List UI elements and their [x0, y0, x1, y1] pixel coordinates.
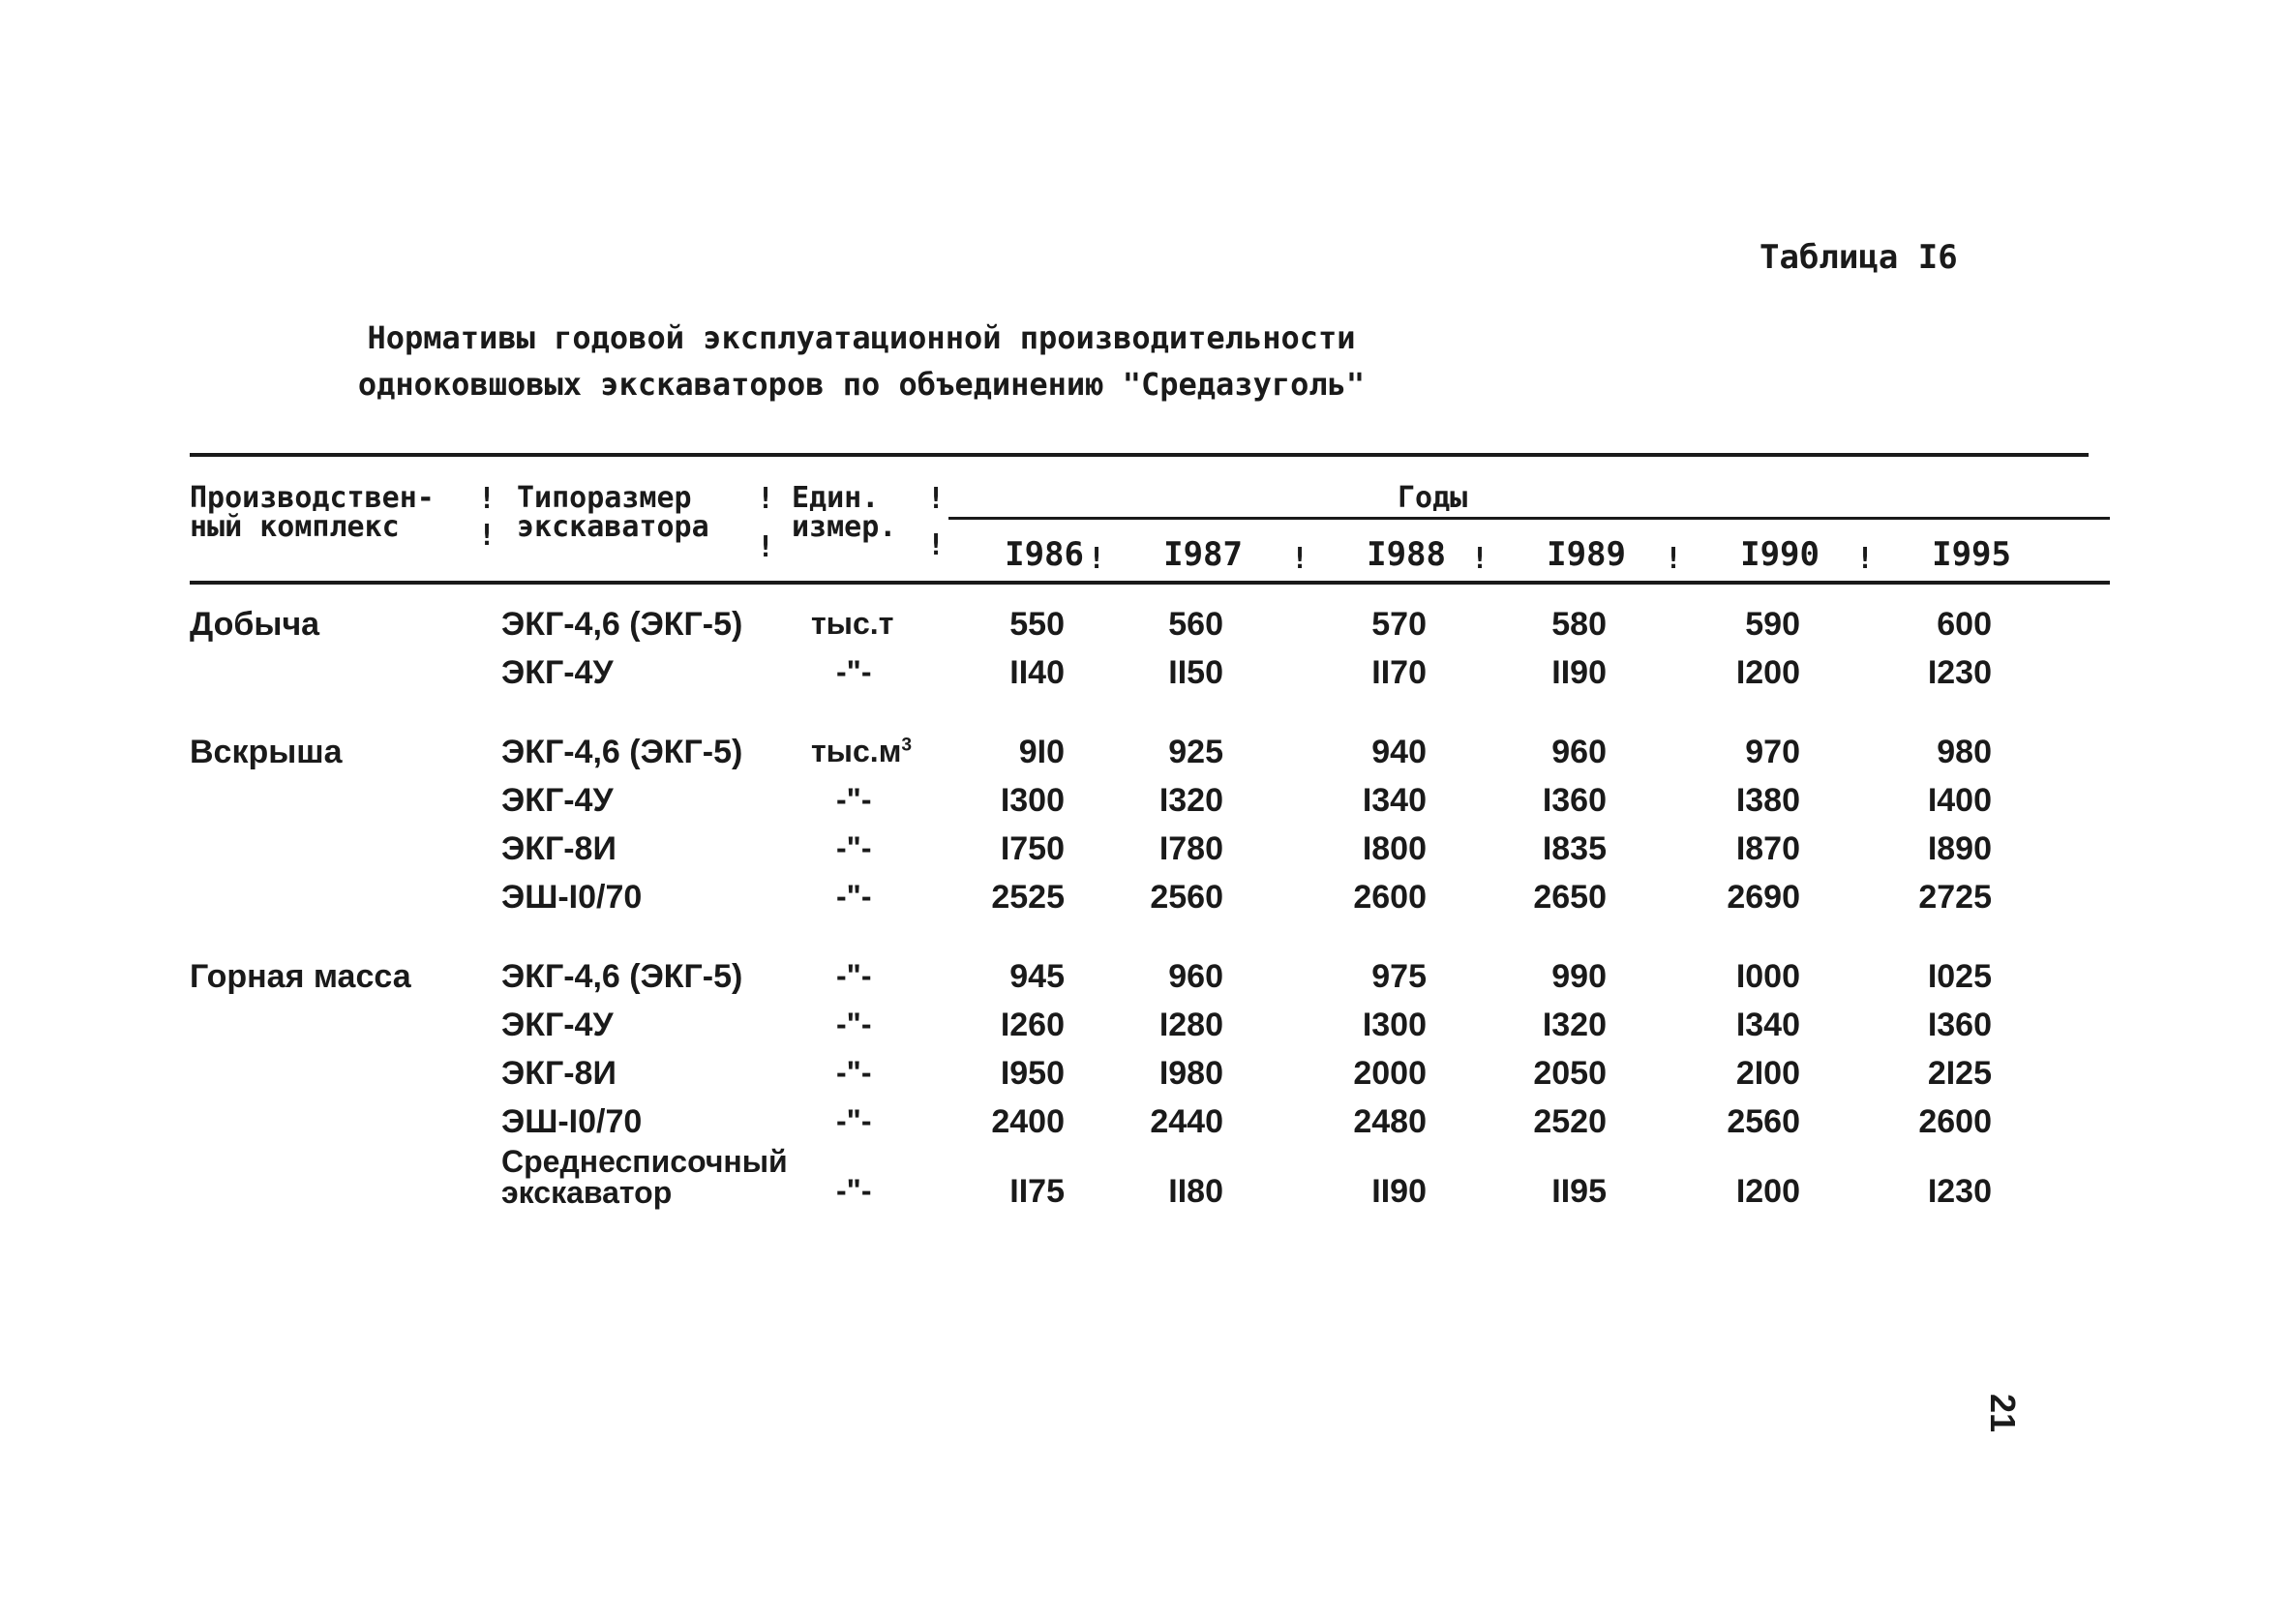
row-value: I750	[1000, 830, 1065, 867]
row-value: I200	[1735, 1173, 1800, 1210]
row-value: I300	[1000, 782, 1065, 819]
row-unit: -"-	[836, 1055, 872, 1090]
row-value: I300	[1362, 1007, 1427, 1043]
row-excavator-type: ЭШ-I0/70	[501, 879, 643, 916]
year-header: I990	[1740, 535, 1820, 574]
header-separator: !	[927, 482, 946, 516]
row-unit: -"-	[836, 1103, 872, 1138]
row-unit-superscript: 3	[901, 735, 913, 756]
row-value: I260	[1000, 1007, 1065, 1043]
row-value: 975	[1371, 958, 1427, 995]
year-header: I989	[1547, 535, 1626, 574]
header-separator: !	[478, 519, 496, 553]
row-value: II50	[1168, 654, 1223, 691]
row-value: I000	[1735, 958, 1800, 995]
row-value: I340	[1362, 782, 1427, 819]
row-value: I280	[1158, 1007, 1223, 1043]
row-value: 960	[1551, 734, 1607, 770]
row-value: 2400	[991, 1103, 1065, 1140]
row-value: 2480	[1353, 1103, 1427, 1140]
row-excavator-type	[501, 1146, 788, 1208]
row-value: 2600	[1353, 879, 1427, 916]
row-value: 2050	[1533, 1055, 1607, 1092]
row-excavator-type: ЭКГ-4,6 (ЭКГ-5)	[501, 606, 743, 643]
row-value: 2520	[1533, 1103, 1607, 1140]
row-value: 2650	[1533, 879, 1607, 916]
row-value: I890	[1927, 830, 1992, 867]
row-value: I400	[1927, 782, 1992, 819]
row-value: 590	[1745, 606, 1800, 643]
row-value: I360	[1542, 782, 1607, 819]
row-unit-text: тыс.м	[811, 734, 902, 768]
row-excavator-type: ЭКГ-8И	[501, 1055, 617, 1092]
row-value: 970	[1745, 734, 1800, 770]
year-header: I987	[1163, 535, 1243, 574]
row-unit: -"-	[836, 654, 872, 689]
years-rule	[948, 517, 2110, 520]
row-value: I320	[1158, 782, 1223, 819]
year-separator: !	[1856, 542, 1875, 576]
header-unit: Един. измер.	[792, 481, 897, 544]
row-value: 2I00	[1735, 1055, 1800, 1092]
row-value: 570	[1371, 606, 1427, 643]
row-value: II80	[1168, 1173, 1223, 1210]
header-complex: Производствен- ный комплекс	[190, 481, 435, 544]
table-title-line-1: Нормативы годовой эксплуатационной производительности	[367, 319, 1356, 356]
header-separator: !	[757, 482, 775, 516]
header-years: Годы	[1398, 481, 1468, 515]
row-value: 600	[1937, 606, 1992, 643]
row-value: I950	[1000, 1055, 1065, 1092]
row-excavator-type: ЭКГ-4У	[501, 782, 614, 819]
row-value: II70	[1371, 654, 1427, 691]
year-separator: !	[1088, 542, 1106, 576]
row-value: II95	[1551, 1173, 1607, 1210]
table-label: Таблица I6	[1760, 238, 1958, 277]
header-separator: !	[757, 530, 775, 564]
row-unit: -"-	[836, 1007, 872, 1041]
row-value: I800	[1362, 830, 1427, 867]
header-separator: !	[927, 528, 946, 562]
row-value: I380	[1735, 782, 1800, 819]
row-unit: -"-	[836, 830, 872, 865]
row-complex: Добыча	[190, 606, 320, 643]
row-value: I230	[1927, 1173, 1992, 1210]
row-value: I835	[1542, 830, 1607, 867]
header-separator: !	[478, 482, 496, 516]
row-complex: Вскрыша	[190, 734, 343, 770]
row-value: I780	[1158, 830, 1223, 867]
year-separator: !	[1471, 542, 1489, 576]
row-value: 2690	[1727, 879, 1800, 916]
row-value: 2600	[1918, 1103, 1992, 1140]
row-value: I200	[1735, 654, 1800, 691]
row-value: II90	[1371, 1173, 1427, 1210]
row-unit: -"-	[836, 1173, 872, 1208]
row-value: I320	[1542, 1007, 1607, 1043]
row-excavator-type: ЭШ-I0/70	[501, 1103, 643, 1140]
row-value: I870	[1735, 830, 1800, 867]
row-value: 960	[1168, 958, 1223, 995]
year-separator: !	[1665, 542, 1683, 576]
table-title-line-2: одноковшовых экскаваторов по объединению "Средазуголь"	[357, 366, 1366, 403]
row-excavator-type: ЭКГ-8И	[501, 830, 617, 867]
row-value: 940	[1371, 734, 1427, 770]
row-unit: -"-	[836, 958, 872, 993]
row-complex: Горная масса	[190, 958, 411, 995]
row-value: 2560	[1150, 879, 1223, 916]
page-number: 21	[1983, 1394, 2023, 1433]
row-value: 2I25	[1927, 1055, 1992, 1092]
year-header: I988	[1367, 535, 1446, 574]
year-header: I995	[1932, 535, 2011, 574]
row-value: II75	[1009, 1173, 1065, 1210]
row-value: 2525	[991, 879, 1065, 916]
row-value: 550	[1009, 606, 1065, 643]
row-excavator-type: ЭКГ-4,6 (ЭКГ-5)	[501, 958, 743, 995]
header-type: Типоразмер экскаватора	[517, 481, 709, 544]
year-separator: !	[1291, 542, 1309, 576]
row-value: 2000	[1353, 1055, 1427, 1092]
row-value: 2560	[1727, 1103, 1800, 1140]
row-value: I230	[1927, 654, 1992, 691]
row-value: 9I0	[1018, 734, 1065, 770]
table-top-rule	[190, 453, 2089, 457]
row-excavator-type: ЭКГ-4У	[501, 1007, 614, 1043]
row-value: 2725	[1918, 879, 1992, 916]
row-value: 2440	[1150, 1103, 1223, 1140]
row-unit: -"-	[836, 782, 872, 817]
row-unit	[811, 734, 912, 769]
row-value: 945	[1009, 958, 1065, 995]
row-value: II90	[1551, 654, 1607, 691]
row-unit: -"-	[836, 879, 872, 914]
year-header: I986	[1005, 535, 1084, 574]
row-unit: тыс.т	[811, 606, 894, 641]
row-value: I980	[1158, 1055, 1223, 1092]
row-value: 990	[1551, 958, 1607, 995]
row-value: 980	[1937, 734, 1992, 770]
row-value: II40	[1009, 654, 1065, 691]
row-value: I025	[1927, 958, 1992, 995]
row-excavator-type-line: экскаватор	[501, 1175, 673, 1210]
row-value: 925	[1168, 734, 1223, 770]
row-excavator-type-line: Среднесписочный	[501, 1144, 788, 1179]
row-value: I340	[1735, 1007, 1800, 1043]
header-bottom-rule	[190, 581, 2110, 585]
row-value: 580	[1551, 606, 1607, 643]
row-excavator-type: ЭКГ-4,6 (ЭКГ-5)	[501, 734, 743, 770]
row-excavator-type: ЭКГ-4У	[501, 654, 614, 691]
row-value: 560	[1168, 606, 1223, 643]
row-value: I360	[1927, 1007, 1992, 1043]
